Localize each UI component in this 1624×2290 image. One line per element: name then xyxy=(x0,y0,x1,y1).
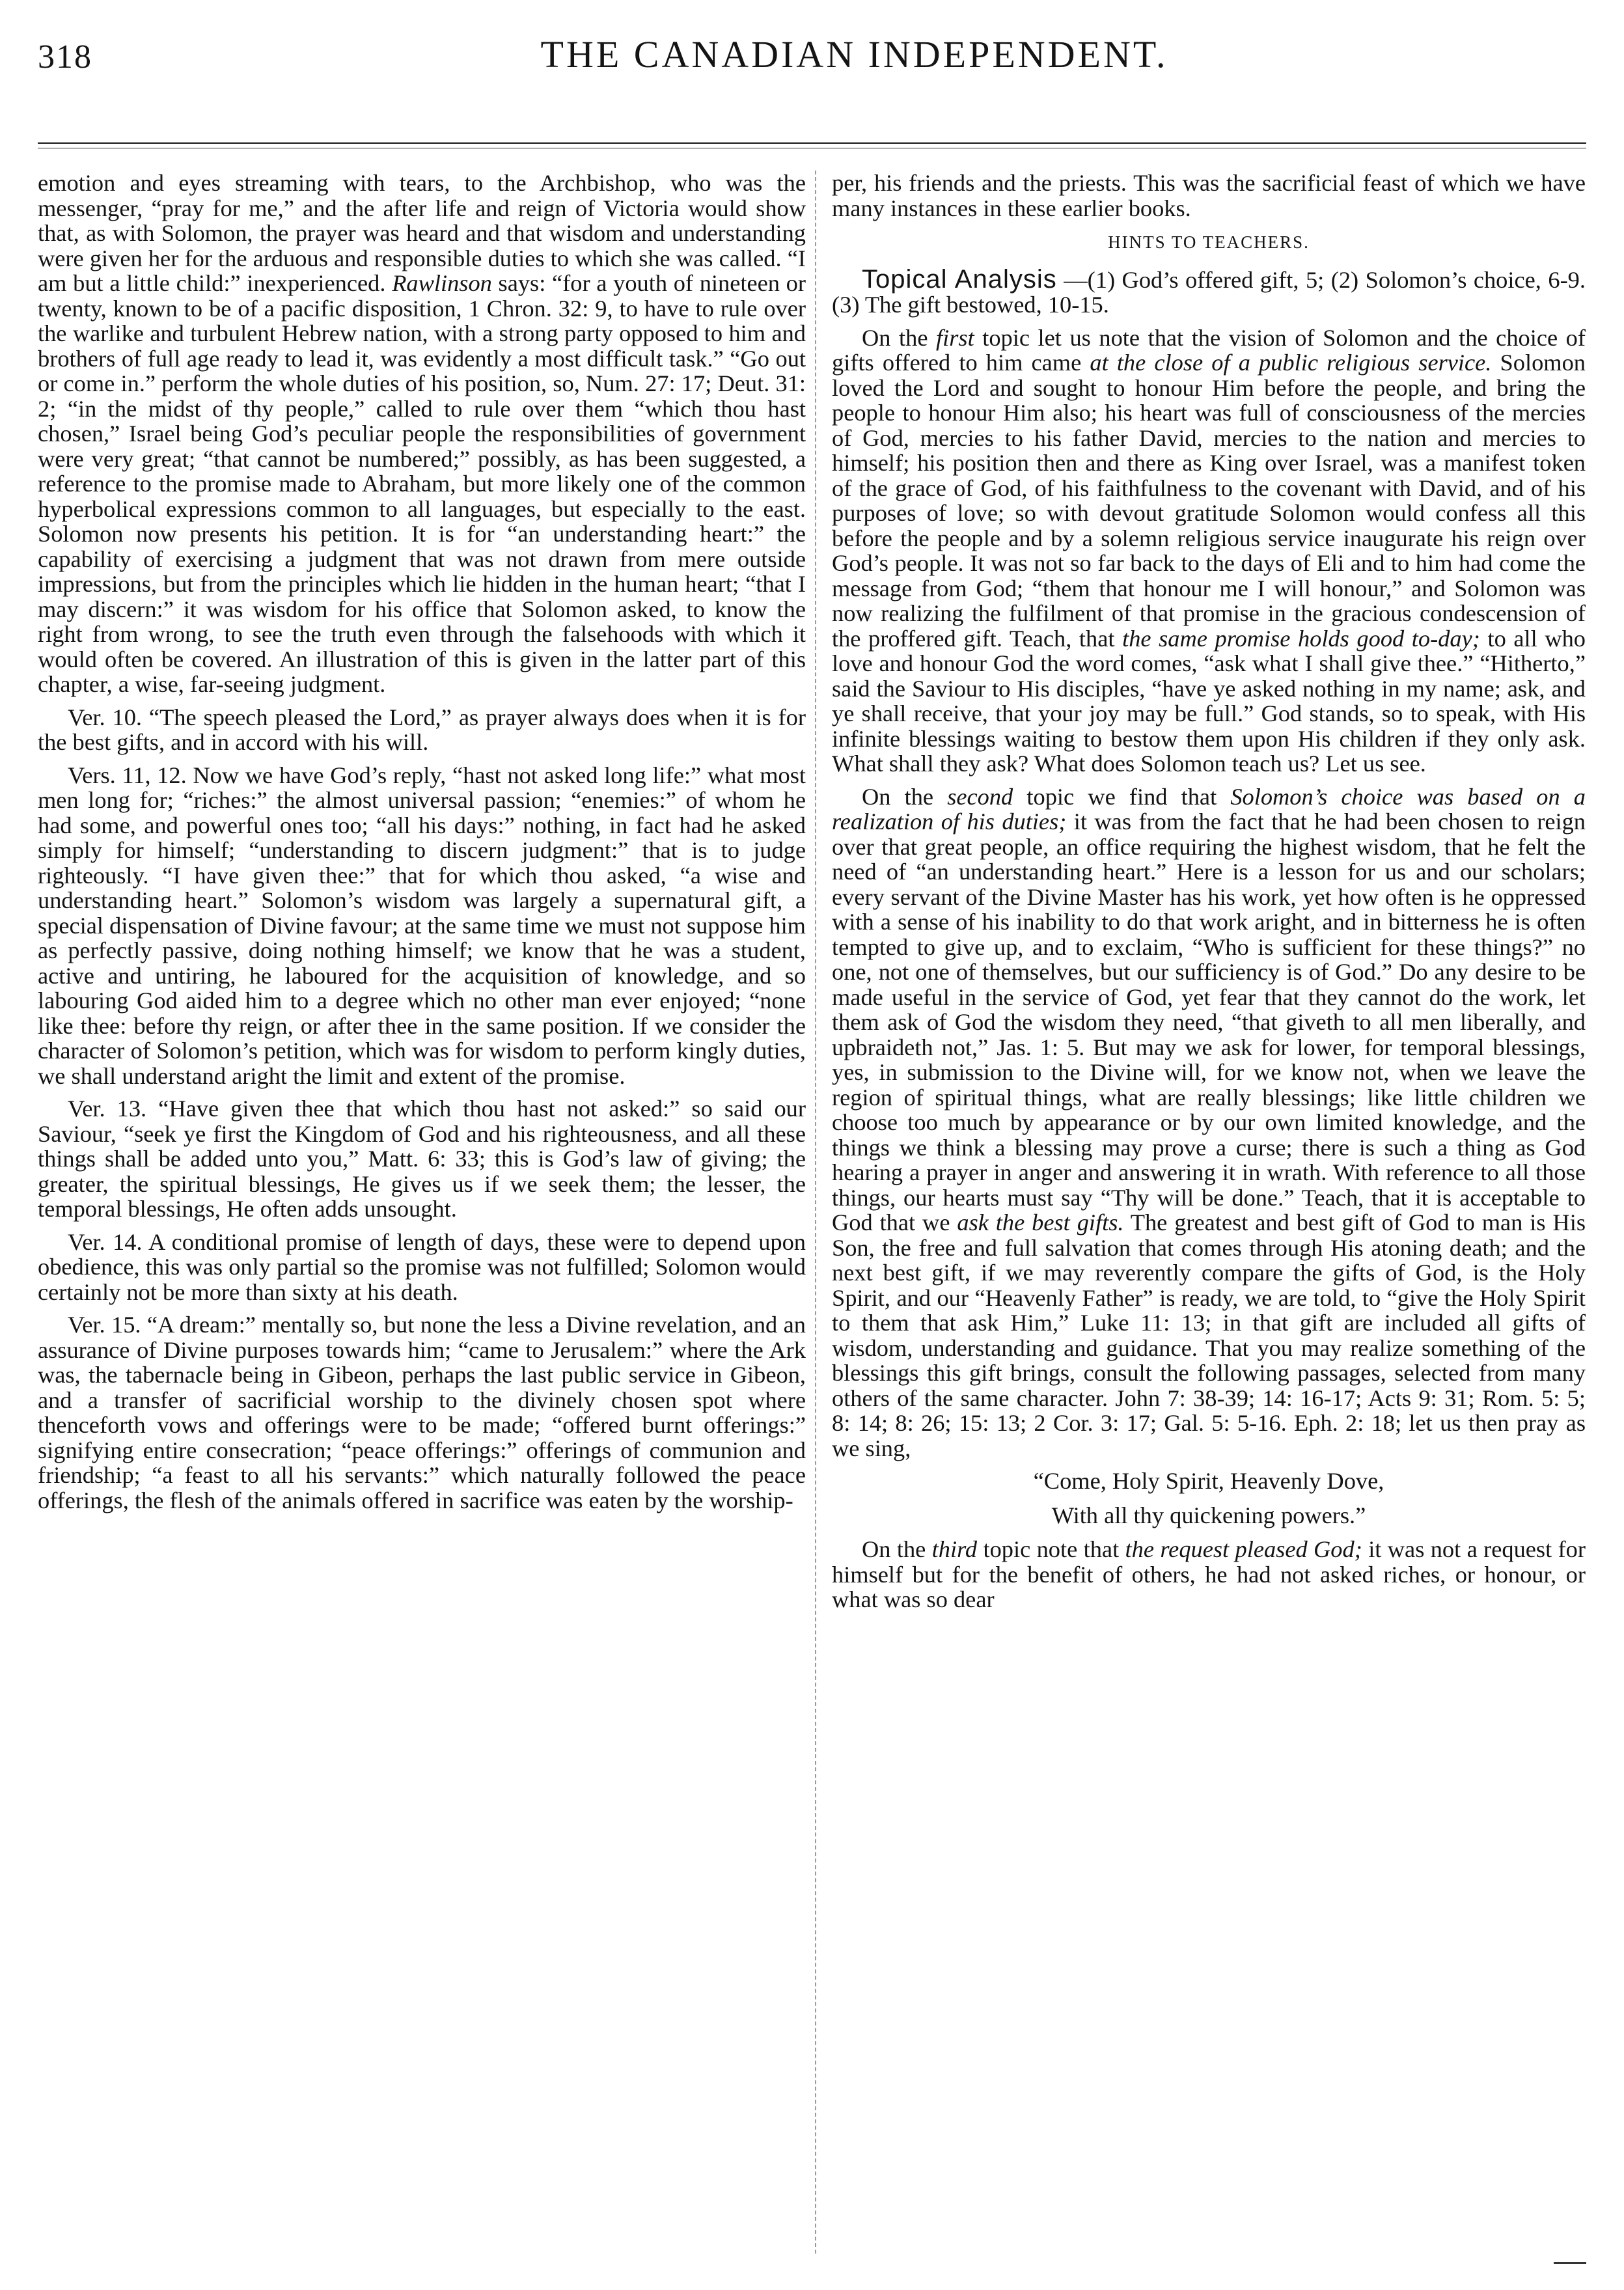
paragraph: per, his friends and the priests. This was the sacrificial feast of which we have many instances in these earlier books. xyxy=(832,170,1586,221)
section-heading: HINTS TO TEACHERS. xyxy=(1108,232,1310,252)
paragraph-vers-11-12: Vers. 11, 12. Now we have God’s reply, “hast not asked long life:” what most men long for; “riches:” the almost universal passion; “enemies:” of whom he had some, and powerful ones too; “all his days:” nothing, in fact had he asked simply for himself; “understanding to discern judgment:” that is to judge righteously. “I have given thee:” that for which thou asked, “a wise and understanding heart.” Solomon’s wisdom was largely a supernatural gift, a special dispensation of Divine favour; at the same time we must not suppose him as perfectly passive, doing nothing himself; we know that he was a student, active and untiring, he laboured for the acquisition of knowledge, and so labouring God aided him to a degree which no other man ever enjoyed; “none like thee: before thy reign, or after thee in the same position. If we consider the character of Solomon’s petition, which was for wisdom to perform kingly duties, we shall understand aright the limit and extent of the promise. xyxy=(38,762,806,1089)
footer-mark xyxy=(1554,2262,1586,2264)
page-number: 318 xyxy=(38,38,92,76)
header-rule xyxy=(38,142,1586,148)
paragraph-ver-14: Ver. 14. A conditional promise of length of days, these were to depend upon obedience, this was only partial so the promise was not fulfilled; Solomon would certainly not be more than sixty at his death. xyxy=(38,1228,806,1305)
topical-label: Topical Analysis xyxy=(862,264,1057,294)
running-head-title: THE CANADIAN INDEPENDENT. xyxy=(540,33,1168,76)
hymn-line-1: “Come, Holy Spirit, Heavenly Dove, xyxy=(1033,1468,1384,1494)
hymn-line-2: With all thy quickening powers.” xyxy=(1051,1502,1366,1528)
paragraph-ver-13: Ver. 13. “Have given thee that which thou hast not asked:” so said our Saviour, “seek ye first the Kingdom of God and his righteousness, and all these things shall be added unto you,” Matt. 6: 33; this is God’s law of giving; the greater, the spiritual blessings, He gives us if we seek them; the lesser, the temporal blessings, He often adds unsought. xyxy=(38,1096,806,1222)
paragraph-third-topic: On the third topic note that the request pleased God; it was not a request for himself but for the benefit of others, he had not asked riches, or honour, or what was so dear xyxy=(832,1536,1586,1612)
paragraph-ver-10: Ver. 10. “The speech pleased the Lord,” as prayer always does when it is for the best gifts, and in accord with his will. xyxy=(38,704,806,755)
paragraph: emotion and eyes streaming with tears, to the Archbishop, who was the messenger, “pray for me,” and the after life and reign of Victoria would show that, as with Solomon, the prayer was heard and that wisdom and understanding were given her for the arduous and responsible duties to which she was called. “I am but a little child:” inexperienced. Rawlinson says: “for a youth of nineteen or twenty, known to be of a pacific disposition, 1 Chron. 32: 9, to have to rule over the warlike and turbulent Hebrew nation, with a strong party opposed to him and brothers of full age ready to lead it, was evidently a most difficult task.” “Go out or come in.” perform the whole duties of his position, so, Num. 27: 17; Deut. 31: 2; “in the midst of thy people,” called to rule over them “which thou hast chosen,” Israel being God’s peculiar people the responsibilities of government were very great; “that cannot be numbered;” possibly, as has been suggested, a reference to the promise made to Abraham, but more likely one of the common hyperbolical expressions common to all languages, but especially to the east. Solomon now presents his petition. It is for “an understanding heart:” the capability of exercising a judgment that was not drawn from mere outside impressions, but from the principles which lie hidden in the human heart; “that I may discern:” it was wisdom for his office that Solomon asked, to know the right from wrong, to see the truth even through the falsehoods with which it would often be covered. An illustration of this is given in the latter part of this chapter, a wise, far-seeing judgment. xyxy=(38,170,806,697)
left-column xyxy=(38,171,806,1521)
paragraph-ver-15: Ver. 15. “A dream:” mentally so, but none the less a Divine revelation, and an assurance of Divine purposes towards him; “came to Jerusalem:” where the Ark was, the tabernacle being in Gibeon, perhaps the last public service in Gibeon, and a transfer of sacrificial worship to the divinely chosen spot where thenceforth vows and offerings were to be made; “offered burnt offerings:” signifying entire consecration; “peace offerings:” offerings of communion and friendship; “a feast to all his servants:” which naturally followed the peace offerings, the flesh of the animals offered in sacrifice was eaten by the worship- xyxy=(38,1312,806,1513)
right-column xyxy=(832,171,1586,1620)
column-divider xyxy=(815,171,816,2254)
paragraph-first-topic: On the first topic let us note that the vision of Solomon and the choice of gifts offered to him came at the close of a public religious service. Solomon loved the Lord and sought to honour Him before the people, and bring the people to honour Him also; his heart was full of consciousness of the mercies of God, mercies to his father David, mercies to the nation and mercies to himself; his position then and there as King over Israel, was a manifest token of the grace of God, of his faithfulness to the covenant with David, and of his purposes of love; so with devout gratitude Solomon would confess all this before the people and by a solemn religious service inaugurate his reign over God’s people. It was not so far back to the days of Eli and to him had come the message from God; “them that honour me I will honour,” and Solomon was now realizing the fulfilment of that promise in the gracious condescension of the proffered gift. Teach, that the same promise holds good to-day; to all who love and honour God the word comes, “ask what I shall give thee.” “Hitherto,” said the Saviour to His disciples, “have ye asked nothing in my name; ask, and ye shall receive, that your joy may be full.” God stands, so to speak, with His infinite blessings waiting to bestow them upon His children if they only ask. What shall they ask? What does Solomon teach us? Let us see. xyxy=(832,324,1586,777)
paragraph-second-topic: On the second topic we find that Solomon’s choice was based on a realization of his duties; it was from the fact that he had been chosen to reign over that great people, an office requiring the highest wisdom, that he felt the need of “an understanding heart.” Here is a lesson for us and our scholars; every servant of the Divine Master has his work, yet how often is he oppressed with a sense of his inability to do that work aright, and in bitterness he is often tempted to give up, and to exclaim, “Who is sufficient for these things?” no one, not one of themselves, but our sufficiency is of God.” Do any desire to be made useful in the service of God, yet fear that they cannot do the work, let them ask of God the wisdom they need, “that giveth to all men liberally, and upbraideth not,” Jas. 1: 5. But may we ask for lower, for temporal blessings, yes, in submission to the Divine will, for we know not, when we leave the region of spiritual things, what are really blessings; like little children we choose too much by appearance or by our own limited knowledge, and the things we think a blessing may prove a curse; there is such a thing as God hearing a prayer in anger and answering it in wrath. With reference to all those things, our hearts must say “Thy will be done.” Teach, that it is acceptable to God that we ask the best gifts. The greatest and best gift of God to man is His Son, the free and full salvation that comes through His atoning death; and the next best gift, if we may reverently compare the gifts of God, is the Holy Spirit, and our “Heavenly Father” is ready, we are told, to “give the Holy Spirit to them that ask Him,” Luke 11: 13; in that gift are included all gifts of wisdom, understanding and guidance. That you may realize something of the blessings this gift brings, consult the following passages, selected from many others of the same character. John 7: 38-39; 14: 16-17; Acts 9: 31; Rom. 5: 5; 8: 14; 8: 26; 15: 13; 2 Cor. 3: 17; Gal. 5: 5-16. Eph. 2: 18; let us then pray as we sing, xyxy=(832,783,1586,1461)
topical-analysis: Topical Analysis —(1) God’s offered gift, 5; (2) Solomon’s choice, 6-9. (3) The gift bestowed, 10-15. xyxy=(832,264,1586,318)
